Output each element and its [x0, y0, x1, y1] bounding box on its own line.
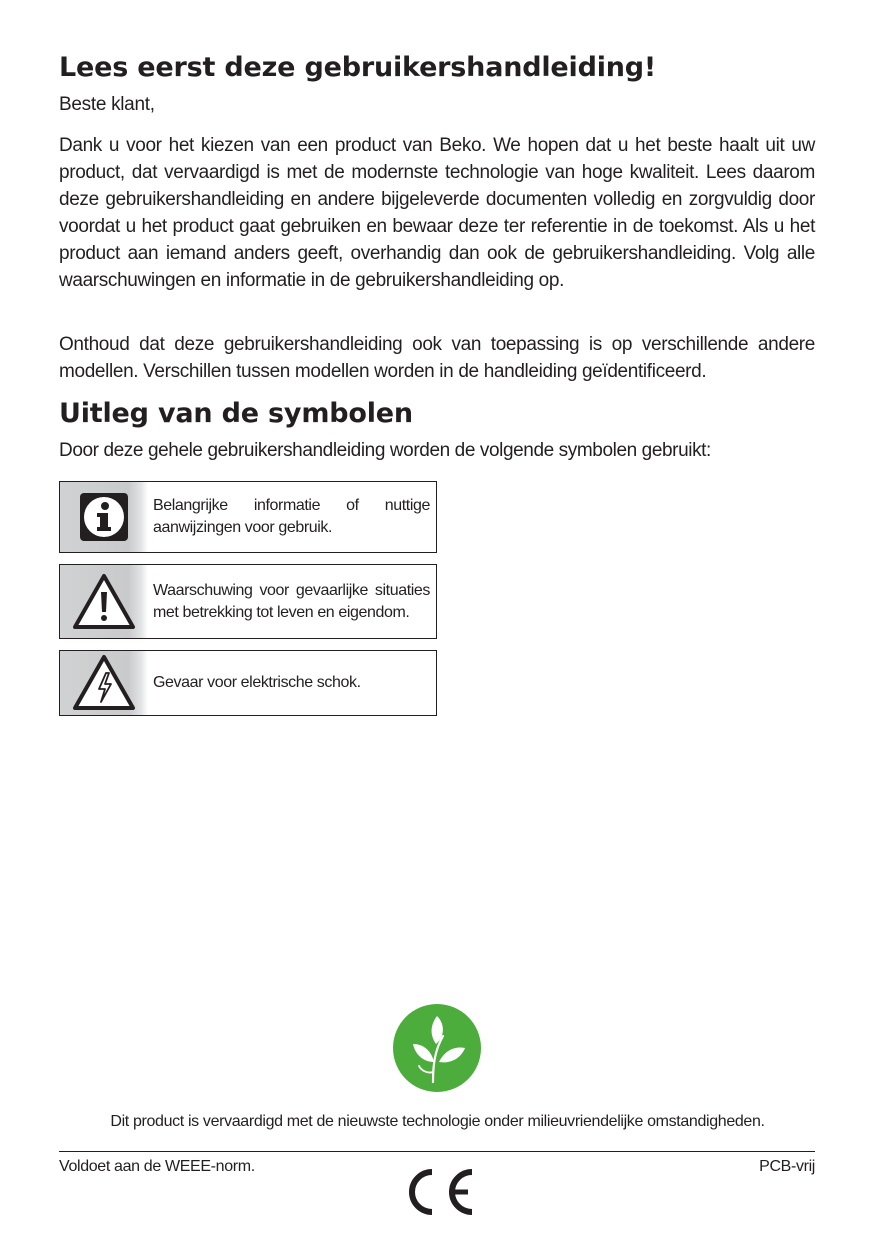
symbol-info-box: [59, 481, 437, 553]
symbols-heading: Uitleg van de symbolen: [59, 398, 413, 429]
ce-mark-icon: [398, 1164, 476, 1220]
info-icon: [60, 482, 148, 552]
eco-caption: Dit product is vervaardigd met de nieuwste technologie onder milieuvriendelijke omstandigheden.: [110, 1113, 765, 1130]
intro-paragraph: Dank u voor het kiezen van een product van Beko. We hopen dat u het beste haalt uit uw product, dat vervaardigd is met de modernste technologie van hoge kwaliteit. Lees daarom deze gebruikershandleiding en andere bijgeleverde documenten volledig en zorgvuldig door voordat u het product gaat gebruiken en bewaar deze ter referentie in de toekomst. Als u het product aan iemand anders geeft, overhandig dan ook de gebruikershandleiding. Volg alle waarschuwingen en informatie in de gebruikershandleiding op.: [59, 135, 815, 291]
pcb-free: PCB-vrij: [759, 1158, 815, 1175]
salutation: Beste klant,: [59, 94, 155, 115]
leaf-icon: [393, 1004, 481, 1092]
page-title: Lees eerst deze gebruikershandleiding!: [59, 52, 657, 83]
symbol-info-text: Belangrijke informatie of nuttige aanwijzingen voor gebruik.: [153, 497, 430, 536]
electric-shock-icon: [60, 651, 148, 715]
symbol-shock-text: Gevaar voor elektrische schok.: [153, 674, 361, 691]
symbol-warning-box: [59, 564, 437, 639]
symbol-shock-box: [59, 650, 437, 716]
models-note-paragraph: Onthoud dat deze gebruikershandleiding ook van toepassing is op verschillende andere modellen. Verschillen tussen modellen worden in de handleiding geïdentificeerd.: [59, 334, 815, 382]
symbol-warning-text: Waarschuwing voor gevaarlijke situaties met betrekking tot leven en eigendom.: [153, 581, 430, 621]
symbols-intro: Door deze gehele gebruikershandleiding worden de volgende symbolen gebruikt:: [59, 440, 711, 461]
weee-compliance: Voldoet aan de WEEE-norm.: [59, 1158, 255, 1175]
warning-icon: [60, 565, 148, 638]
footer-divider: [59, 1151, 815, 1152]
